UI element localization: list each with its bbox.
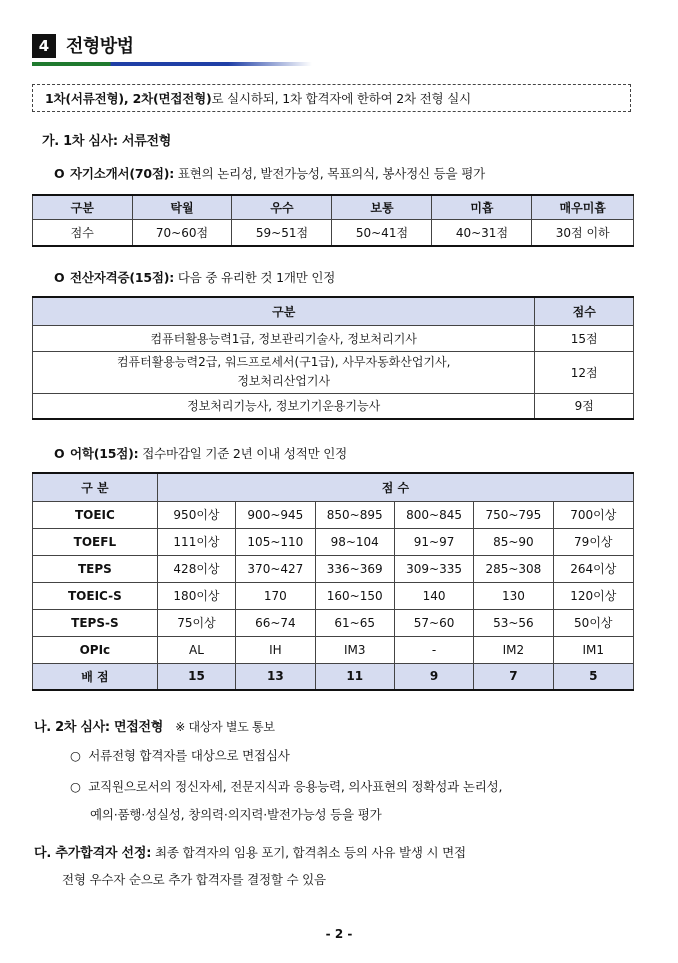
intro-header-2: 우수	[232, 195, 332, 219]
lang-header-left: 구 분	[33, 473, 158, 501]
cert-header-1: 점수	[535, 297, 634, 325]
lang-val-1-2: 98~104	[315, 528, 394, 555]
lang-val-5-4: IM2	[474, 636, 553, 663]
intro-title: 자기소개서(70점):	[70, 166, 175, 181]
item-bullet: ○	[70, 748, 81, 763]
bullet-mark: O	[54, 166, 65, 181]
lang-val-2-4: 285~308	[474, 555, 553, 582]
lang-val-3-3: 140	[394, 582, 473, 609]
points-row	[33, 663, 634, 690]
lang-val-1-3: 91~97	[394, 528, 473, 555]
points-5: 5	[553, 663, 633, 690]
intro-header-0: 구분	[33, 195, 133, 219]
lang-table	[32, 472, 634, 691]
first-heading: 가. 1차 심사: 서류전형	[42, 134, 172, 149]
lang-desc: 접수마감일 기준 2년 이내 성적만 인정	[142, 446, 347, 461]
third-heading: 다. 추가합격자 선정:	[34, 846, 152, 861]
lang-val-0-5: 700이상	[553, 501, 633, 528]
third-line1-text: 최종 합격자의 임용 포기, 합격취소 등의 사유 발생 시 면접	[155, 845, 466, 860]
table-row	[33, 555, 634, 582]
second-heading: 나. 2차 심사: 면접전형	[34, 720, 164, 735]
section-title: 전형방법	[66, 36, 134, 57]
section-number: 4	[32, 34, 56, 58]
lang-val-4-4: 53~56	[474, 609, 553, 636]
bullet-mark: O	[54, 446, 65, 461]
second-item-1	[70, 777, 502, 795]
intro-header-1: 탁월	[132, 195, 232, 219]
table-row	[33, 393, 634, 419]
points-4: 7	[474, 663, 553, 690]
intro-desc: 표현의 논리성, 발전가능성, 목표의식, 봉사정신 등을 평가	[177, 166, 485, 181]
cert-name-0: 컴퓨터활용능력1급, 정보관리기술사, 정보처리기사	[33, 325, 535, 351]
lang-test-2: TEPS	[33, 555, 158, 582]
intro-cell-0: 점수	[33, 219, 133, 246]
lang-val-1-1: 105~110	[236, 528, 315, 555]
third-line2: 전형 우수자 순으로 추가 합격자를 결정할 수 있음	[62, 872, 326, 887]
cert-name-1	[33, 351, 535, 393]
cert-name-1-line2: 정보처리산업기사	[237, 374, 331, 388]
cert-score-0: 15점	[535, 325, 634, 351]
intro-bullet	[54, 164, 485, 182]
second-item-0	[70, 746, 290, 764]
notice-rest: 로 실시하되, 1차 합격자에 한하여 2차 전형 실시	[211, 91, 471, 106]
intro-cell-1: 70~60점	[132, 219, 232, 246]
points-0: 15	[157, 663, 235, 690]
cert-header-0: 구분	[33, 297, 535, 325]
section-underline	[32, 62, 312, 66]
lang-val-4-5: 50이상	[553, 609, 633, 636]
lang-val-4-3: 57~60	[394, 609, 473, 636]
lang-val-1-5: 79이상	[553, 528, 633, 555]
intro-cell-5: 30점 이하	[532, 219, 634, 246]
intro-header-5: 매우미흡	[532, 195, 634, 219]
second-heading-line	[34, 716, 275, 735]
table-row	[33, 325, 634, 351]
intro-table	[32, 194, 634, 247]
page-number: - 2 -	[325, 927, 353, 941]
lang-val-0-4: 750~795	[474, 501, 553, 528]
third-line1	[34, 842, 466, 861]
lang-val-1-0: 111이상	[157, 528, 235, 555]
second-item-1-cont: 예의·품행·성실성, 창의력·의지력·발전가능성 등을 평가	[90, 807, 382, 822]
cert-table	[32, 296, 634, 420]
lang-test-1: TOEFL	[33, 528, 158, 555]
section-heading	[32, 30, 312, 66]
lang-val-0-3: 800~845	[394, 501, 473, 528]
lang-val-3-5: 120이상	[553, 582, 633, 609]
lang-val-3-4: 130	[474, 582, 553, 609]
table-row	[33, 528, 634, 555]
lang-val-0-1: 900~945	[236, 501, 315, 528]
cert-score-1: 12점	[535, 351, 634, 393]
intro-cell-3: 50~41점	[332, 219, 432, 246]
table-row	[33, 636, 634, 663]
cert-desc: 다음 중 유리한 것 1개만 인정	[177, 270, 336, 285]
lang-test-4: TEPS-S	[33, 609, 158, 636]
points-1: 13	[236, 663, 315, 690]
intro-cell-4: 40~31점	[432, 219, 532, 246]
lang-val-5-0: AL	[157, 636, 235, 663]
lang-val-4-1: 66~74	[236, 609, 315, 636]
lang-val-4-2: 61~65	[315, 609, 394, 636]
lang-header-right: 점 수	[157, 473, 633, 501]
lang-val-0-0: 950이상	[157, 501, 235, 528]
lang-val-5-5: IM1	[553, 636, 633, 663]
intro-cell-2: 59~51점	[232, 219, 332, 246]
cert-bullet	[54, 268, 335, 286]
points-3: 9	[394, 663, 473, 690]
cert-name-2: 정보처리기능사, 정보기기운용기능사	[33, 393, 535, 419]
lang-val-5-2: IM3	[315, 636, 394, 663]
lang-val-5-3: -	[394, 636, 473, 663]
table-row	[33, 609, 634, 636]
table-row	[33, 351, 634, 393]
second-item-1-text: 교직원으로서의 정신자세, 전문지식과 응용능력, 의사표현의 정확성과 논리성,	[88, 779, 503, 794]
lang-val-3-1: 170	[236, 582, 315, 609]
lang-test-3: TOEIC-S	[33, 582, 158, 609]
bullet-mark: O	[54, 270, 65, 285]
lang-bullet	[54, 444, 347, 462]
lang-val-2-0: 428이상	[157, 555, 235, 582]
intro-header-4: 미흡	[432, 195, 532, 219]
points-label: 배 점	[33, 663, 158, 690]
cert-name-1-line1: 컴퓨터활용능력2급, 워드프로세서(구1급), 사무자동화산업기사,	[116, 355, 451, 369]
notice-bold: 1차(서류전형), 2차(면접전형)	[45, 91, 212, 106]
lang-val-5-1: IH	[236, 636, 315, 663]
lang-title: 어학(15점):	[70, 446, 139, 461]
second-note: ※ 대상자 별도 통보	[175, 720, 275, 734]
lang-val-0-2: 850~895	[315, 501, 394, 528]
lang-val-3-2: 160~150	[315, 582, 394, 609]
item-bullet: ○	[70, 779, 81, 794]
lang-val-1-4: 85~90	[474, 528, 553, 555]
cert-score-2: 9점	[535, 393, 634, 419]
lang-val-3-0: 180이상	[157, 582, 235, 609]
intro-header-3: 보통	[332, 195, 432, 219]
second-item-0-text: 서류전형 합격자를 대상으로 면접심사	[88, 748, 290, 763]
lang-test-5: OPIc	[33, 636, 158, 663]
lang-val-2-2: 336~369	[315, 555, 394, 582]
notice-box	[32, 84, 631, 112]
lang-val-2-3: 309~335	[394, 555, 473, 582]
lang-test-0: TOEIC	[33, 501, 158, 528]
lang-val-4-0: 75이상	[157, 609, 235, 636]
lang-val-2-1: 370~427	[236, 555, 315, 582]
table-row	[33, 582, 634, 609]
table-row	[33, 501, 634, 528]
cert-title: 전산자격증(15점):	[70, 270, 175, 285]
points-2: 11	[315, 663, 394, 690]
lang-val-2-5: 264이상	[553, 555, 633, 582]
